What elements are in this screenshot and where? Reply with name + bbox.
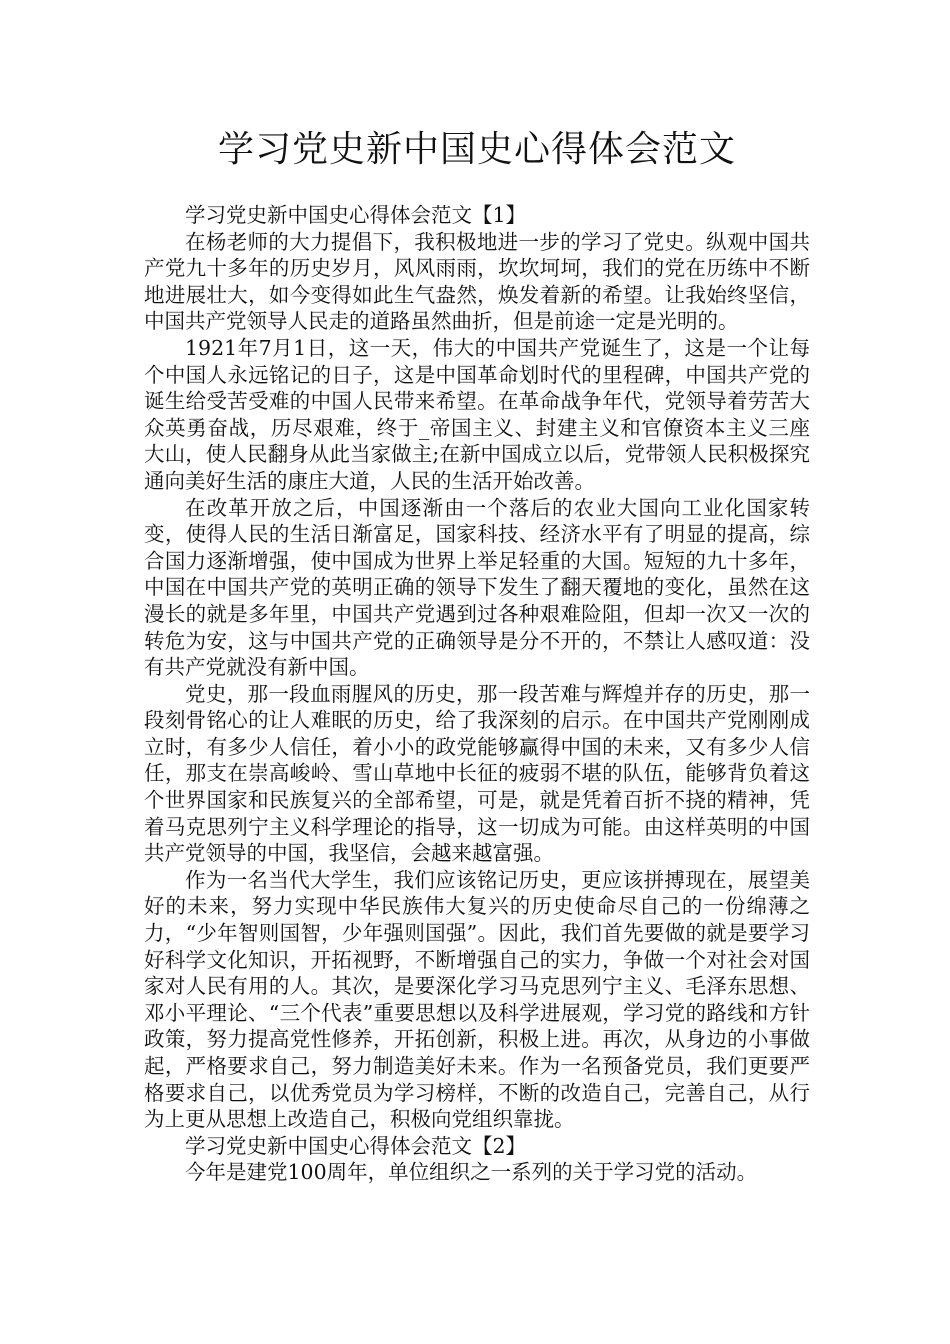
section-heading-1: 学习党史新中国史心得体会范文【1】 xyxy=(185,203,527,227)
document-page xyxy=(144,0,810,1344)
paragraph-1-3: 在改革开放之后，中国逐渐由一个落后的农业大国向工业化国家转变，使得人民的生活日渐富足，国家科技、经济水平有了明显的提高，综合国力逐渐增强，使中国成为世界上举足轻重的大国。短短的九十多年，中国在中国共产党的英明正确的领导下发生了翻天覆地的变化，虽然在这漫长的就是多年里，中国共产党遇到过各种艰难险阻，但却一次又一次的转危为安，这与中国共产党的正确领导是分不开的，不禁让人感叹道：没有共产党就没有新中国。 xyxy=(144,495,810,680)
document-body xyxy=(144,202,810,1186)
document-title: 学习党史新中国史心得体会范文 xyxy=(217,129,736,170)
paragraph-2-1: 今年是建党100周年，单位组织之一系列的关于学习党的活动。 xyxy=(185,1160,758,1185)
section-heading-2: 学习党史新中国史心得体会范文【2】 xyxy=(185,1133,527,1158)
paragraph-1-2: 1921年7月1日，这一天，伟大的中国共产党诞生了，这是一个让每个中国人永远铭记的日子，这是中国革命划时代的里程碑，中国共产党的诞生给受苦受难的中国人民带来希望。在革命战争年代，党领导着劳苦大众英勇奋战，历尽艰难，终于_帝国主义、封建主义和官僚资本主义三座大山，使人民翻身从此当家做主;在新中国成立以后，党带领人民积极探究通向美好生活的康庄大道，人民的生活开始改善。 xyxy=(144,335,810,493)
paragraph-1-4: 党史，那一段血雨腥风的历史，那一段苦难与辉煌并存的历史，那一段刻骨铭心的让人难眠的历史，给了我深刻的启示。在中国共产党刚刚成立时，有多少人信任，着小小的政党能够赢得中国的未来，又有多少人信任，那支在崇高峻岭、雪山草地中长征的疲弱不堪的队伍，能够背负着这个世界国家和民族复兴的全部希望，可是，就是凭着百折不挠的精神，凭着马克思列宁主义科学理论的指导，这一切成为可能。由这样英明的中国共产党领导的中国，我坚信，会越来越富强。 xyxy=(144,681,810,866)
paragraph-1-1: 在杨老师的大力提倡下，我积极地进一步的学习了党史。纵观中国共产党九十多年的历史岁月，风风雨雨，坎坎坷坷，我们的党在历练中不断地进展壮大，如今变得如此生气盎然，焕发着新的希望。让我始终坚信，中国共产党领导人民走的道路虽然曲折，但是前途一定是光明的。 xyxy=(144,229,810,334)
paragraph-1-5: 作为一名当代大学生，我们应该铭记历史，更应该拼搏现在，展望美好的未来，努力实现中华民族伟大复兴的历史使命尽自己的一份绵薄之力，“少年智则国智，少年强则国强”。因此，我们首先要做的就是要学习好科学文化知识，开拓视野，不断增强自己的实力，争做一个对社会对国家对人民有用的人。其次，是要深化学习马克思列宁主义、毛泽东思想、邓小平理论、“三个代表”重要思想以及科学进展观，学习党的路线和方针政策，努力提高党性修养，开拓创新，积极上进。再次，从身边的小事做起，严格要求自己，努力制造美好未来。作为一名预备党员，我们更要严格要求自己，以优秀党员为学习榜样，不断的改造自己，完善自己，从行为上更从思想上改造自己，积极向党组织靠拢。 xyxy=(144,867,810,1132)
